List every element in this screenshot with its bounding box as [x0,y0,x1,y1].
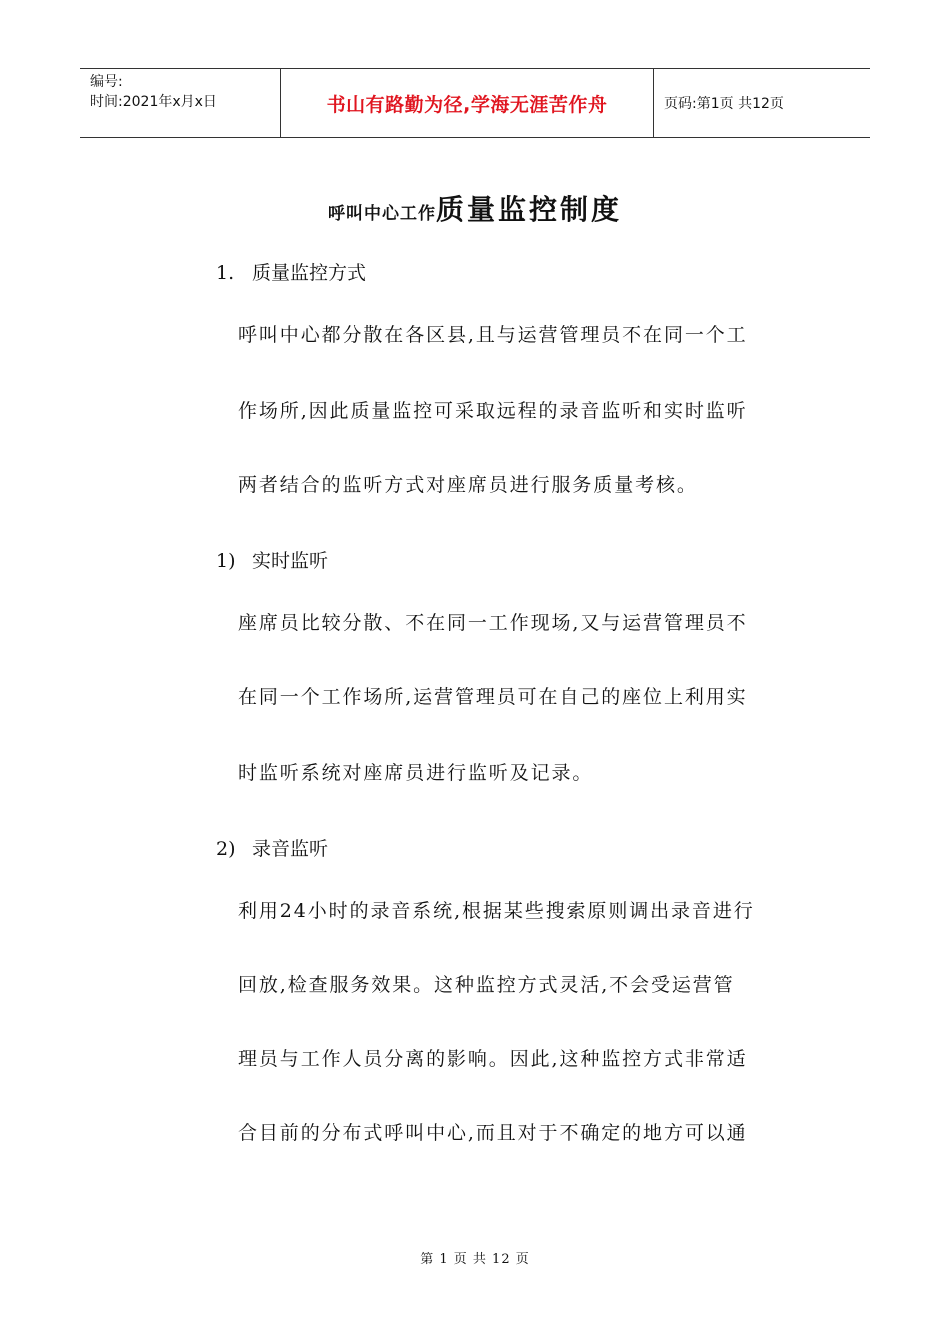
paragraph-line: 理员与工作人员分离的影响。因此,这种监控方式非常适 [238,1048,748,1070]
section-heading-3 [216,834,328,861]
section-number: 1) [216,550,236,572]
header-page-cell [654,69,870,137]
title-prefix: 呼叫中心工作 [327,204,436,224]
section-title: 录音监听 [252,838,329,860]
document-number-label: 编号: [90,74,123,90]
section-title: 实时监听 [252,550,329,572]
header-meta [80,69,281,137]
section-heading-2 [216,546,328,573]
header-motto: 书山有路勤为径,学海无涯苦作舟 [326,93,608,116]
paragraph-line: 作场所,因此质量监控可采取远程的录音监听和实时监听 [238,400,748,422]
paragraph-line: 呼叫中心都分散在各区县,且与运营管理员不在同一个工 [238,324,748,346]
page-footer: 第 1 页 共 12 页 [420,1252,530,1267]
section-title: 质量监控方式 [252,262,367,284]
paragraph-line: 利用24小时的录音系统,根据某些搜索原则调出录音进行 [238,900,755,922]
paragraph-line: 座席员比较分散、不在同一工作现场,又与运营管理员不 [238,612,748,634]
section-number: 1. [216,262,235,284]
paragraph-line: 回放,检查服务效果。这种监控方式灵活,不会受运营管 [238,974,735,996]
section-number: 2) [216,838,236,860]
paragraph-line: 两者结合的监听方式对座席员进行服务质量考核。 [238,474,698,496]
title-main: 质量监控制度 [435,193,622,226]
paragraph-line: 在同一个工作场所,运营管理员可在自己的座位上利用实 [238,686,748,708]
header-page-number: 页码:第1页 共12页 [664,96,784,112]
paragraph-line: 合目前的分布式呼叫中心,而且对于不确定的地方可以通 [238,1122,748,1144]
document-time-label: 时间:2021年x月x日 [90,94,217,110]
document-title [0,188,950,228]
header-motto-cell [281,69,654,137]
paragraph-line: 时监听系统对座席员进行监听及记录。 [238,762,594,784]
document-header [80,68,870,138]
section-heading-1 [216,258,366,285]
